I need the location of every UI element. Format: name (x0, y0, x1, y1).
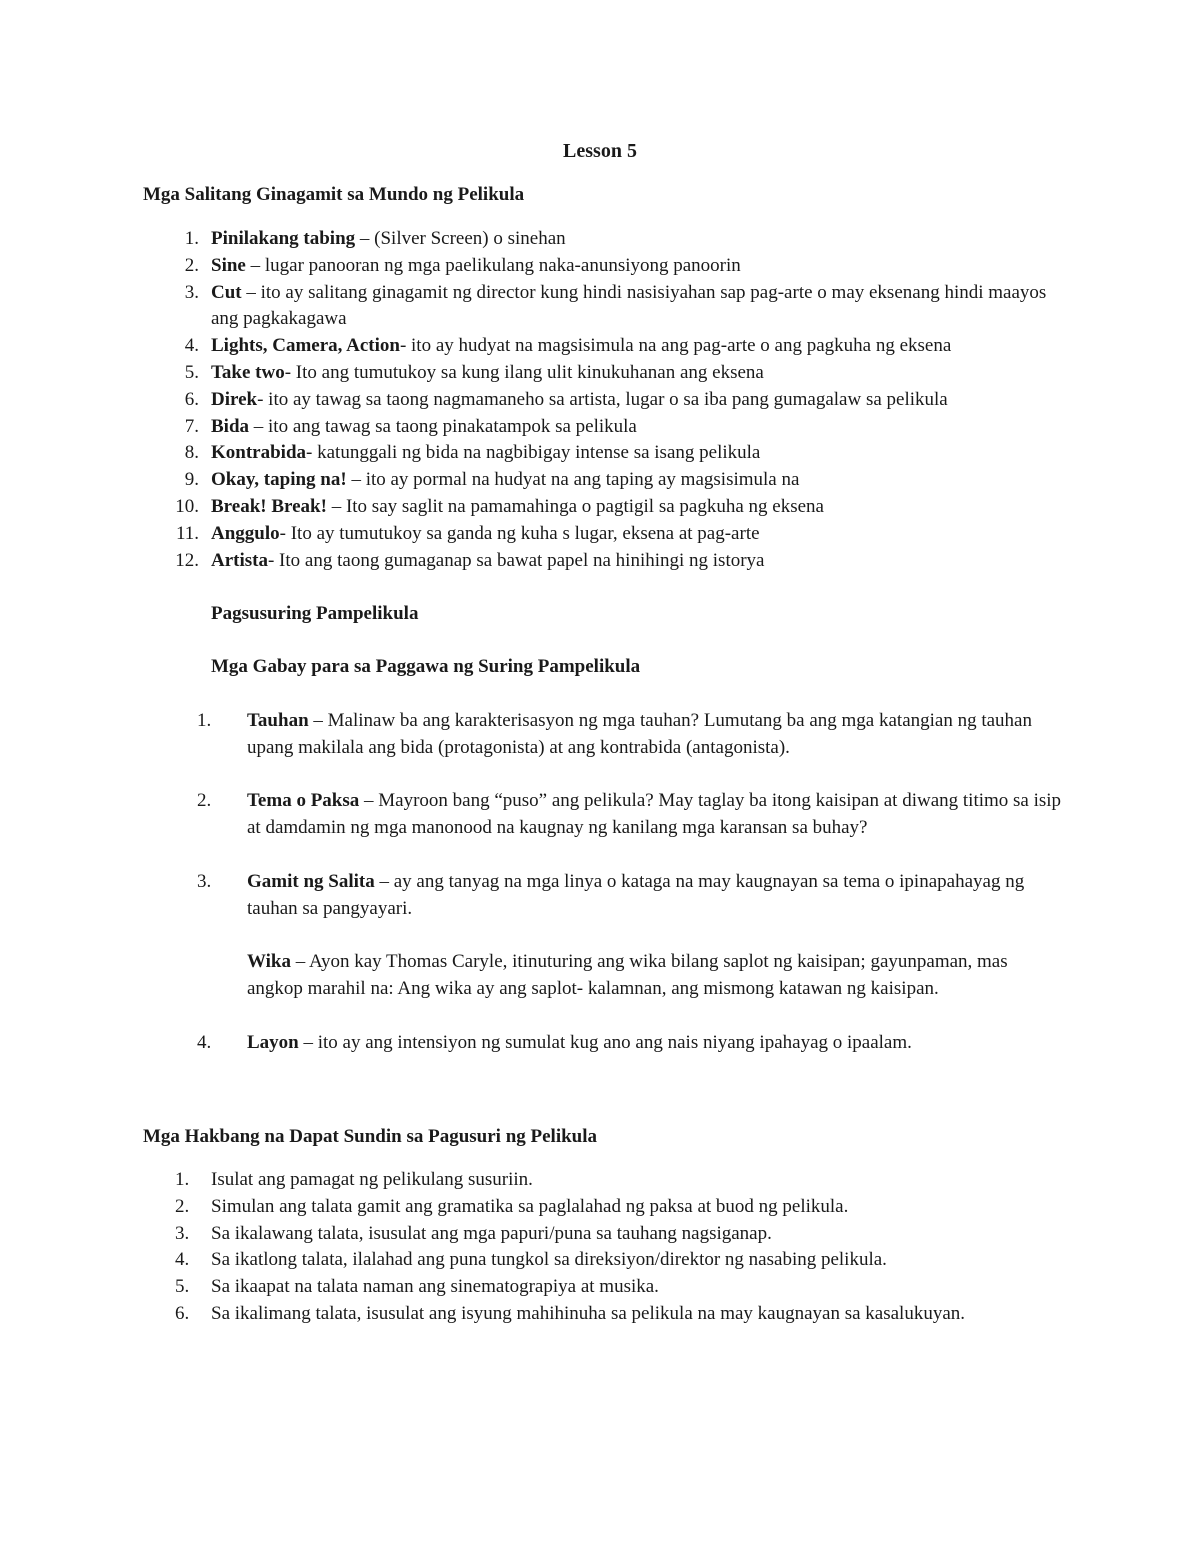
definition: – ito ay pormal na hudyat na ang taping ay magsisimula na (346, 469, 800, 491)
item-number: 1. (197, 710, 212, 731)
item-number: 5. (175, 1276, 190, 1298)
description: – ay ang tanyag na mga linya o kataga na may kaugnayan sa tema o ipinapahayag ng tauhan sa pangyayari. (247, 870, 1025, 919)
item-number: 6. (175, 1302, 190, 1324)
definition: - ito ay hudyat na magsisimula na ang pag-arte o ang pagkuha ng eksena (399, 335, 952, 357)
term: Artista (211, 549, 268, 571)
list-item (197, 708, 1067, 762)
list-item (184, 333, 1071, 360)
list-item (175, 1301, 1071, 1328)
term: Lights, Camera, Action (211, 335, 400, 357)
item-number: 2. (175, 1195, 190, 1217)
term: Wika (247, 951, 292, 973)
definition: - Ito ay tumutukoy sa ganda ng kuha s lugar, eksena at pag-arte (279, 522, 760, 544)
term: Sine (211, 254, 246, 276)
spacer (247, 842, 1067, 869)
review-steps-list (175, 1167, 1071, 1328)
term: Break! Break! (211, 495, 327, 517)
term: Kontrabida (211, 442, 307, 464)
list-item (184, 253, 1071, 280)
spacer (247, 922, 1067, 949)
definition: - katunggali ng bida na nagbibigay intense sa isang pelikula (306, 442, 761, 464)
item-number: 3. (184, 281, 199, 303)
term: Layon (247, 1031, 299, 1053)
step-text: Sa ikalimang talata, isusulat ang isyung mahihinuha sa pelikula na may kaugnayan sa kasalukuyan. (211, 1302, 966, 1324)
item-number: 3. (175, 1222, 190, 1244)
term: Gamit ng Salita (247, 870, 375, 892)
list-item (175, 1194, 1071, 1221)
term: Pinilakang tabing (211, 228, 356, 249)
step-text: Sa ikatlong talata, ilalahad ang puna tungkol sa direksiyon/direktor ng nasabing pelikula. (211, 1249, 887, 1271)
spacer (247, 1003, 1067, 1030)
term: Cut (211, 281, 242, 303)
item-number: 5. (184, 361, 199, 383)
item-number: 12. (175, 549, 199, 571)
list-item (175, 548, 1071, 575)
item-number: 1. (175, 1169, 190, 1190)
definition: - Ito ang tumutukoy sa kung ilang ulit kinukuhanan ang eksena (284, 361, 764, 383)
page-title: Lesson 5 (563, 140, 637, 162)
list-item (184, 440, 1071, 467)
description: – Ayon kay Thomas Caryle, itinuturing ang wika bilang saplot ng kaisipan; gayunpaman, mas angkop marahil na: Ang wika ay ang saplot- kalamnan, ang mismong katawan ng kaisipan. (247, 951, 1008, 999)
heading-film-analysis: Pagsusuring Pampelikula (211, 603, 419, 624)
list-item (175, 1221, 1071, 1248)
list-item (184, 387, 1071, 414)
list-item (197, 869, 1067, 923)
item-number: 4. (175, 1249, 190, 1271)
description: – ito ay ang intensiyon ng sumulat kug ano ang nais niyang ipahayag o ipaalam. (298, 1031, 912, 1053)
step-text: Sa ikalawang talata, isusulat ang mga papuri/puna sa tauhang nagsiganap. (211, 1222, 772, 1244)
item-number: 1. (184, 228, 199, 249)
definition: – ito ay salitang ginagamit ng director kung hindi nasisiyahan sap pag-arte o may eksenang hindi maayos ang pagkakagawa (211, 281, 1047, 330)
heading-film-terms: Mga Salitang Ginagamit sa Mundo ng Pelikula (143, 184, 525, 205)
definition: - ito ay tawag sa taong nagmamaneho sa artista, lugar o sa iba pang gumagalaw sa pelikula (257, 388, 948, 410)
step-text: Sa ikaapat na talata naman ang sinematograpiya at musika. (211, 1276, 659, 1298)
item-number: 6. (184, 388, 199, 410)
definition: – (Silver Screen) o sinehan (355, 228, 566, 249)
item-number: 9. (184, 469, 199, 491)
description: – Mayroon bang “puso” ang pelikula? May taglay ba itong kaisipan at diwang titimo sa isip at damdamin ng mga manonood na kaugnay ng kanilang mga karansan sa buhay? (247, 790, 1062, 839)
review-guides-list (197, 708, 1067, 1056)
term: Direk (211, 388, 258, 410)
item-number: 2. (184, 254, 199, 276)
list-item (175, 1274, 1071, 1301)
definition: – Ito say saglit na pamamahinga o pagtigil sa pagkuha ng eksena (326, 495, 824, 517)
list-item (184, 414, 1071, 441)
item-number: 4. (197, 1031, 212, 1053)
list-item (175, 1167, 1071, 1194)
definition: - Ito ang taong gumaganap sa bawat papel na hinihingi ng istorya (267, 549, 765, 571)
list-item (184, 226, 1071, 253)
term: Anggulo (211, 522, 280, 544)
description: – Malinaw ba ang karakterisasyon ng mga tauhan? Lumutang ba ang mga katangian ng tauhan upang makilala ang bida (protagonista) at ang kontrabida (antagonista). (247, 710, 1032, 758)
list-item (175, 494, 1071, 521)
definition: – lugar panooran ng mga paelikulang naka-anunsiyong panoorin (245, 254, 741, 276)
term: Tema o Paksa (247, 790, 360, 812)
step-text: Simulan ang talata gamit ang gramatika sa paglalahad ng paksa at buod ng pelikula. (211, 1195, 849, 1217)
term: Okay, taping na! (211, 469, 347, 491)
term: Tauhan (247, 710, 309, 731)
list-item (197, 1030, 1067, 1057)
spacer (247, 762, 1067, 789)
item-number: 10. (175, 495, 199, 517)
list-item (175, 521, 1071, 548)
item-number: 3. (197, 870, 212, 892)
heading-review-steps: Mga Hakbang na Dapat Sundin sa Pagusuri ng Pelikula (143, 1126, 598, 1147)
list-item (197, 788, 1067, 842)
film-terms-list (175, 226, 1071, 574)
item-number: 4. (184, 335, 199, 357)
list-item (184, 280, 1071, 334)
list-item (184, 360, 1071, 387)
item-number: 8. (184, 442, 199, 464)
sub-paragraph-wika (247, 949, 1067, 1003)
list-item (175, 1247, 1071, 1274)
definition: – ito ang tawag sa taong pinakatampok sa pelikula (249, 415, 637, 437)
heading-review-guides: Mga Gabay para sa Paggawa ng Suring Pampelikula (211, 656, 641, 677)
item-number: 7. (184, 415, 199, 437)
item-number: 11. (175, 522, 199, 544)
step-text: Isulat ang pamagat ng pelikulang susuriin. (211, 1169, 533, 1190)
item-number: 2. (197, 790, 212, 812)
term: Take two (211, 361, 285, 383)
term: Bida (211, 415, 250, 437)
list-item (184, 467, 1071, 494)
